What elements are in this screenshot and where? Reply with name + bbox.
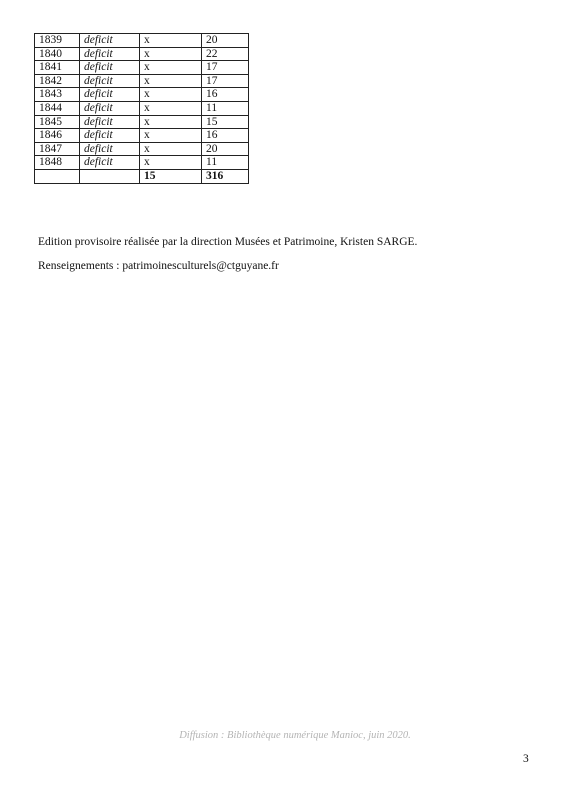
mark-cell: x bbox=[140, 115, 202, 129]
year-cell: 1841 bbox=[35, 61, 80, 75]
edition-note: Edition provisoire réalisée par la direction Musées et Patrimoine, Kristen SARGE. bbox=[38, 236, 418, 248]
contact-note: Renseignements : patrimoinesculturels@ctguyane.fr bbox=[38, 260, 279, 272]
total-status-cell bbox=[80, 169, 140, 183]
value-cell: 11 bbox=[202, 101, 249, 115]
value-cell: 20 bbox=[202, 34, 249, 48]
table-row bbox=[35, 156, 249, 170]
year-cell: 1847 bbox=[35, 142, 80, 156]
value-cell: 17 bbox=[202, 61, 249, 75]
table-row bbox=[35, 142, 249, 156]
table-row bbox=[35, 47, 249, 61]
status-cell: deficit bbox=[80, 47, 140, 61]
mark-cell: x bbox=[140, 47, 202, 61]
mark-cell: x bbox=[140, 74, 202, 88]
mark-cell: x bbox=[140, 156, 202, 170]
table-row bbox=[35, 129, 249, 143]
year-cell: 1843 bbox=[35, 88, 80, 102]
year-cell: 1845 bbox=[35, 115, 80, 129]
status-cell: deficit bbox=[80, 129, 140, 143]
value-cell: 15 bbox=[202, 115, 249, 129]
diffusion-footer: Diffusion : Bibliothèque numérique Manioc, juin 2020. bbox=[179, 730, 411, 741]
value-cell: 20 bbox=[202, 142, 249, 156]
year-cell: 1839 bbox=[35, 34, 80, 48]
table-row bbox=[35, 61, 249, 75]
status-cell: deficit bbox=[80, 142, 140, 156]
table-body bbox=[35, 34, 249, 184]
mark-cell: x bbox=[140, 129, 202, 143]
status-cell: deficit bbox=[80, 34, 140, 48]
status-cell: deficit bbox=[80, 115, 140, 129]
status-cell: deficit bbox=[80, 156, 140, 170]
mark-cell: x bbox=[140, 88, 202, 102]
mark-cell: x bbox=[140, 34, 202, 48]
table-row bbox=[35, 88, 249, 102]
status-cell: deficit bbox=[80, 101, 140, 115]
page-number: 3 bbox=[523, 753, 529, 765]
value-cell: 11 bbox=[202, 156, 249, 170]
status-cell: deficit bbox=[80, 74, 140, 88]
mark-cell: x bbox=[140, 142, 202, 156]
total-year-cell bbox=[35, 169, 80, 183]
table-row bbox=[35, 115, 249, 129]
year-cell: 1846 bbox=[35, 129, 80, 143]
total-mark-cell: 15 bbox=[140, 169, 202, 183]
table-row bbox=[35, 34, 249, 48]
deficit-table bbox=[34, 33, 249, 184]
value-cell: 16 bbox=[202, 129, 249, 143]
mark-cell: x bbox=[140, 101, 202, 115]
table-row bbox=[35, 101, 249, 115]
mark-cell: x bbox=[140, 61, 202, 75]
value-cell: 17 bbox=[202, 74, 249, 88]
status-cell: deficit bbox=[80, 88, 140, 102]
table-row bbox=[35, 74, 249, 88]
status-cell: deficit bbox=[80, 61, 140, 75]
year-cell: 1842 bbox=[35, 74, 80, 88]
year-cell: 1848 bbox=[35, 156, 80, 170]
total-row bbox=[35, 169, 249, 183]
value-cell: 22 bbox=[202, 47, 249, 61]
total-value-cell: 316 bbox=[202, 169, 249, 183]
year-cell: 1840 bbox=[35, 47, 80, 61]
year-cell: 1844 bbox=[35, 101, 80, 115]
value-cell: 16 bbox=[202, 88, 249, 102]
